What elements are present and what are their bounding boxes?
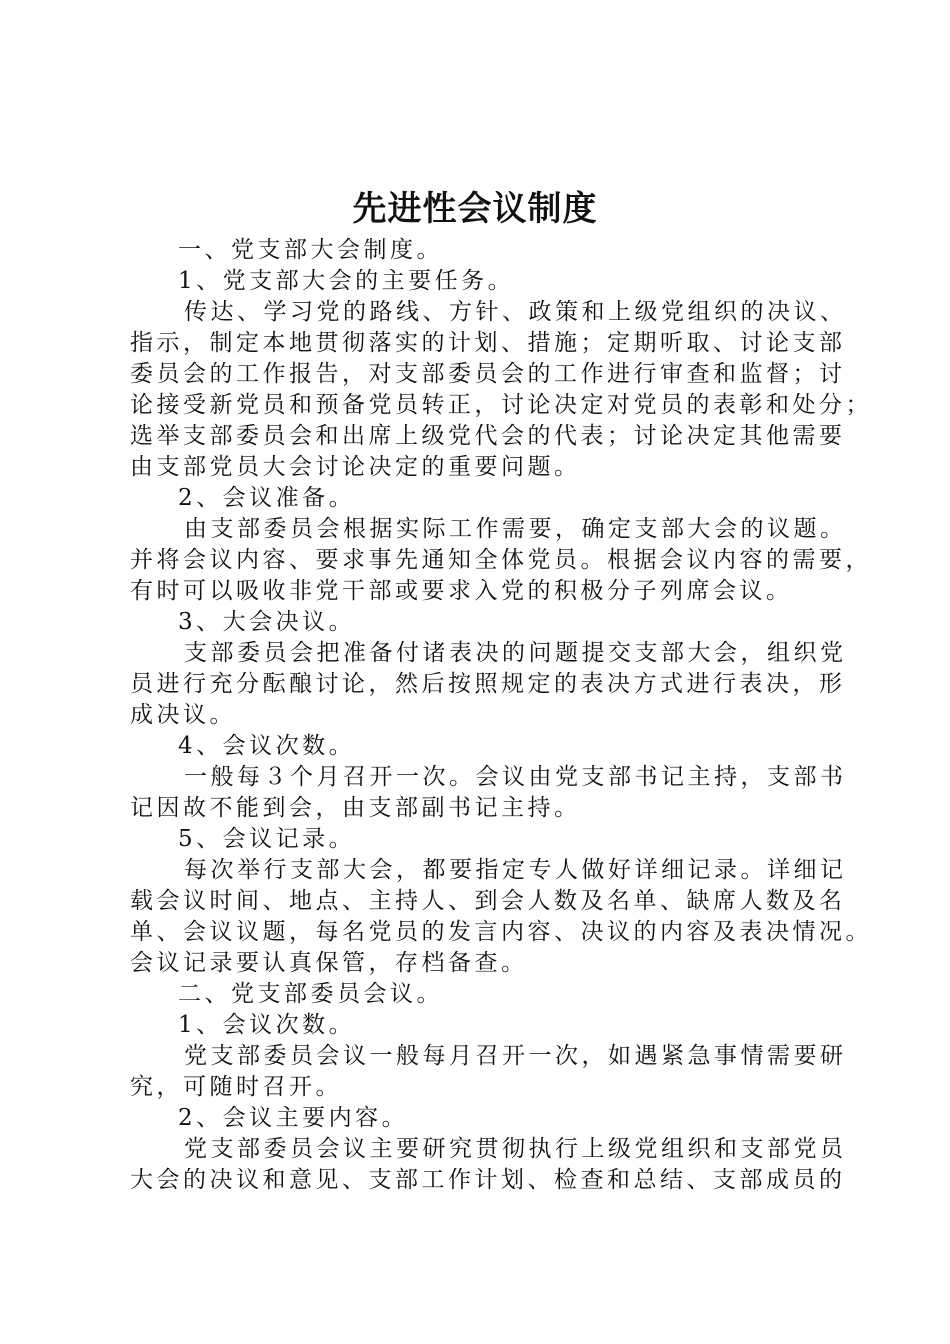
paragraph-line: 大会的决议和意见、支部工作计划、检查和总结、支部成员的 (130, 1167, 846, 1193)
document-body (130, 235, 872, 1196)
paragraph-line: 成决议。 (130, 702, 236, 728)
paragraph-line: 选举支部委员会和出席上级党代会的代表；讨论决定其他需要 (130, 423, 846, 449)
paragraph-line: 会议记录要认真保管，存档备查。 (130, 950, 528, 976)
paragraph-line: 究，可随时召开。 (130, 1074, 342, 1100)
section-heading: 3、大会决议。 (178, 609, 356, 635)
paragraph-line: 支部委员会把准备付诸表决的问题提交支部大会，组织党 (184, 640, 847, 666)
paragraph-line: 有时可以吸收非党干部或要求入党的积极分子列席会议。 (130, 578, 793, 604)
section-heading: 二、党支部委员会议。 (178, 981, 443, 1007)
section-heading: 1、会议次数。 (178, 1012, 356, 1038)
paragraph-line: 党支部委员会议主要研究贯彻执行上级党组织和支部党员 (184, 1136, 847, 1162)
document-title: 先进性会议制度 (352, 189, 598, 229)
paragraph-line: 由支部委员会根据实际工作需要，确定支部大会的议题。 (184, 516, 847, 542)
paragraph-line: 载会议时间、地点、主持人、到会人数及名单、缺席人数及名 (130, 888, 846, 914)
paragraph-line: 每次举行支部大会，都要指定专人做好详细记录。详细记 (184, 857, 847, 883)
paragraph-line: 员进行充分酝酿讨论，然后按照规定的表决方式进行表决，形 (130, 671, 846, 697)
section-heading: 2、会议准备。 (178, 485, 356, 511)
paragraph-line: 一般每３个月召开一次。会议由党支部书记主持，支部书 (184, 764, 847, 790)
section-heading: 1、党支部大会的主要任务。 (178, 268, 515, 294)
section-heading: 2、会议主要内容。 (178, 1105, 409, 1131)
paragraph-line: 单、会议议题，每名党员的发言内容、决议的内容及表决情况。 (130, 919, 872, 945)
paragraph-line: 委员会的工作报告，对支部委员会的工作进行审查和监督；讨 (130, 361, 846, 387)
paragraph-line: 由支部党员大会讨论决定的重要问题。 (130, 454, 581, 480)
paragraph-line: 并将会议内容、要求事先通知全体党员。根据会议内容的需要， (130, 547, 872, 573)
paragraph-line: 党支部委员会议一般每月召开一次，如遇紧急事情需要研 (184, 1043, 847, 1069)
paragraph-line: 传达、学习党的路线、方针、政策和上级党组织的决议、 (184, 299, 847, 325)
paragraph-line: 指示，制定本地贯彻落实的计划、措施；定期听取、讨论支部 (130, 330, 846, 356)
paragraph-line: 记因故不能到会，由支部副书记主持。 (130, 795, 581, 821)
paragraph-line: 论接受新党员和预备党员转正，讨论决定对党员的表彰和处分； (130, 392, 872, 418)
section-heading: 4、会议次数。 (178, 733, 356, 759)
section-heading: 一、党支部大会制度。 (178, 237, 443, 263)
section-heading: 5、会议记录。 (178, 826, 356, 852)
